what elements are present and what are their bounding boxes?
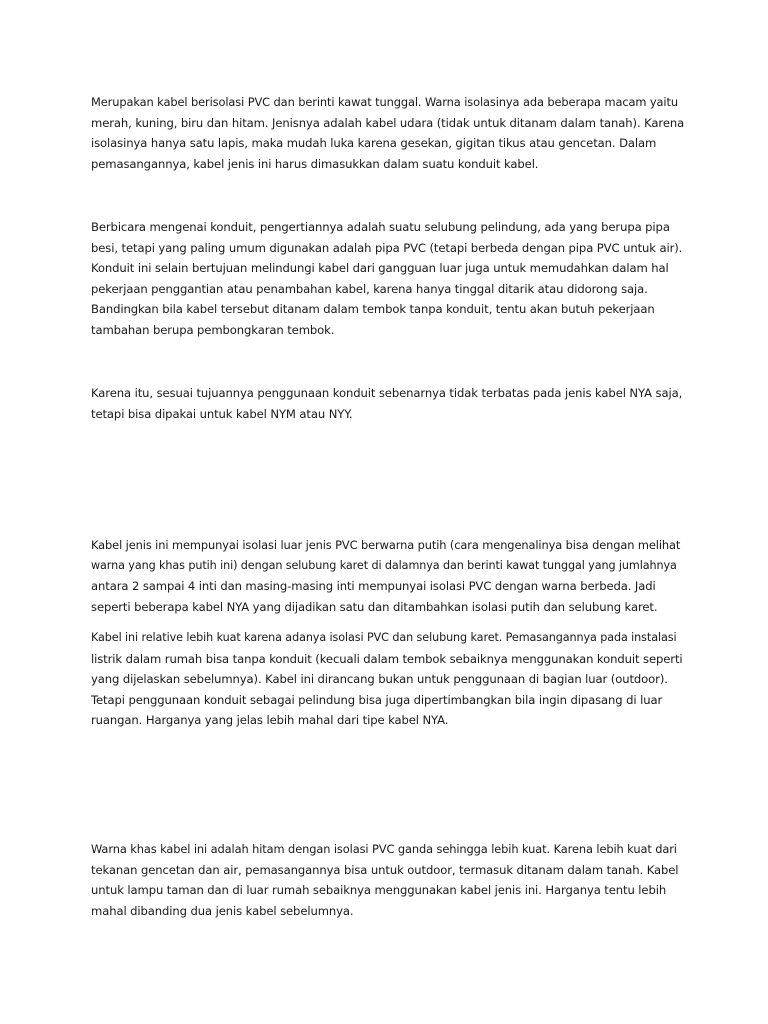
- text-line: warna yang khas putih ini) dengan selubung karet di dalamnya dan berinti kawat tunggal yang jumlahnya: [91, 558, 677, 572]
- text-line: seperti beberapa kabel NYA yang dijadikan satu dan ditambahkan isolasi putih dan selubung karet.: [91, 599, 658, 614]
- paragraph-nym-strength: [91, 628, 683, 731]
- text-line: Bandingkan bila kabel tersebut ditanam dalam tembok tanpa konduit, tentu akan butuh pekerjaan: [91, 302, 655, 317]
- text-line: antara 2 sampai 4 inti dan masing-masing inti mempunyai isolasi PVC dengan warna berbeda. Jadi: [91, 579, 656, 594]
- paragraph-nym-cable: [91, 535, 683, 617]
- text-line: Berbicara mengenai konduit, pengertiannya adalah suatu selubung pelindung, ada yang berupa pipa: [91, 220, 670, 234]
- text-line: pemasangannya, kabel jenis ini harus dimasukkan dalam suatu konduit kabel.: [91, 156, 539, 171]
- text-line: Konduit ini selain bertujuan melindungi kabel dari gangguan luar juga untuk memudahkan dalam hal: [91, 261, 669, 276]
- text-line: pekerjaan penggantian atau penambahan kabel, karena hanya tinggal ditarik atau didorong saja.: [91, 281, 648, 296]
- text-line: Tetapi penggunaan konduit sebagai pelindung bisa juga dipertimbangkan bila ingin dipasang di luar: [91, 692, 663, 707]
- text-line: Kabel ini relative lebih kuat karena adanya isolasi PVC dan selubung karet. Pemasangannya pada instalasi: [91, 631, 677, 644]
- text-line: Karena itu, sesuai tujuannya penggunaan konduit sebenarnya tidak terbatas pada jenis kabel NYA saja,: [91, 386, 683, 400]
- paragraph-nya-cable: [91, 92, 683, 174]
- text-line: Warna khas kabel ini adalah hitam dengan isolasi PVC ganda sehingga lebih kuat. Karena lebih kuat dari: [91, 842, 677, 856]
- text-line: Kabel jenis ini mempunyai isolasi luar jenis PVC berwarna putih (cara mengenalinya bisa dengan melihat: [91, 538, 681, 552]
- text-line: untuk lampu taman dan di luar rumah sebaiknya menggunakan kabel jenis ini. Harganya tentu lebih: [91, 883, 667, 898]
- paragraph-conduit: [91, 217, 683, 341]
- text-line: ruangan. Harganya yang jelas lebih mahal dari tipe kabel NYA.: [91, 713, 449, 728]
- text-line: listrik dalam rumah bisa tanpa konduit (kecuali dalam tembok sebaiknya menggunakan konduit seperti: [91, 651, 683, 666]
- text-line: tetapi bisa dipakai untuk kabel NYM atau NYY.: [91, 406, 353, 421]
- text-line: isolasinya hanya satu lapis, maka mudah luka karena gesekan, gigitan tikus atau gencetan. Dalam: [91, 136, 657, 151]
- text-line: yang dijelaskan sebelumnya). Kabel ini dirancang bukan untuk penggunaan di bagian luar (outdoor).: [91, 672, 668, 687]
- text-line: Merupakan kabel berisolasi PVC dan berinti kawat tunggal. Warna isolasinya ada beberapa macam yaitu: [91, 95, 678, 109]
- text-line: besi, tetapi yang paling umum digunakan adalah pipa PVC (tetapi berbeda dengan pipa PVC untuk air).: [91, 240, 683, 255]
- paragraph-conduit-usage: [91, 383, 683, 424]
- text-line: mahal dibanding dua jenis kabel sebelumnya.: [91, 903, 354, 918]
- paragraph-nyy-cable: [91, 839, 683, 921]
- text-line: tambahan berupa pembongkaran tembok.: [91, 322, 335, 337]
- text-line: merah, kuning, biru dan hitam. Jenisnya adalah kabel udara (tidak untuk ditanam dalam tanah). Karena: [91, 115, 685, 130]
- text-line: tekanan gencetan dan air, pemasangannya bisa untuk outdoor, termasuk ditanam dalam tanah. Kabel: [91, 862, 679, 877]
